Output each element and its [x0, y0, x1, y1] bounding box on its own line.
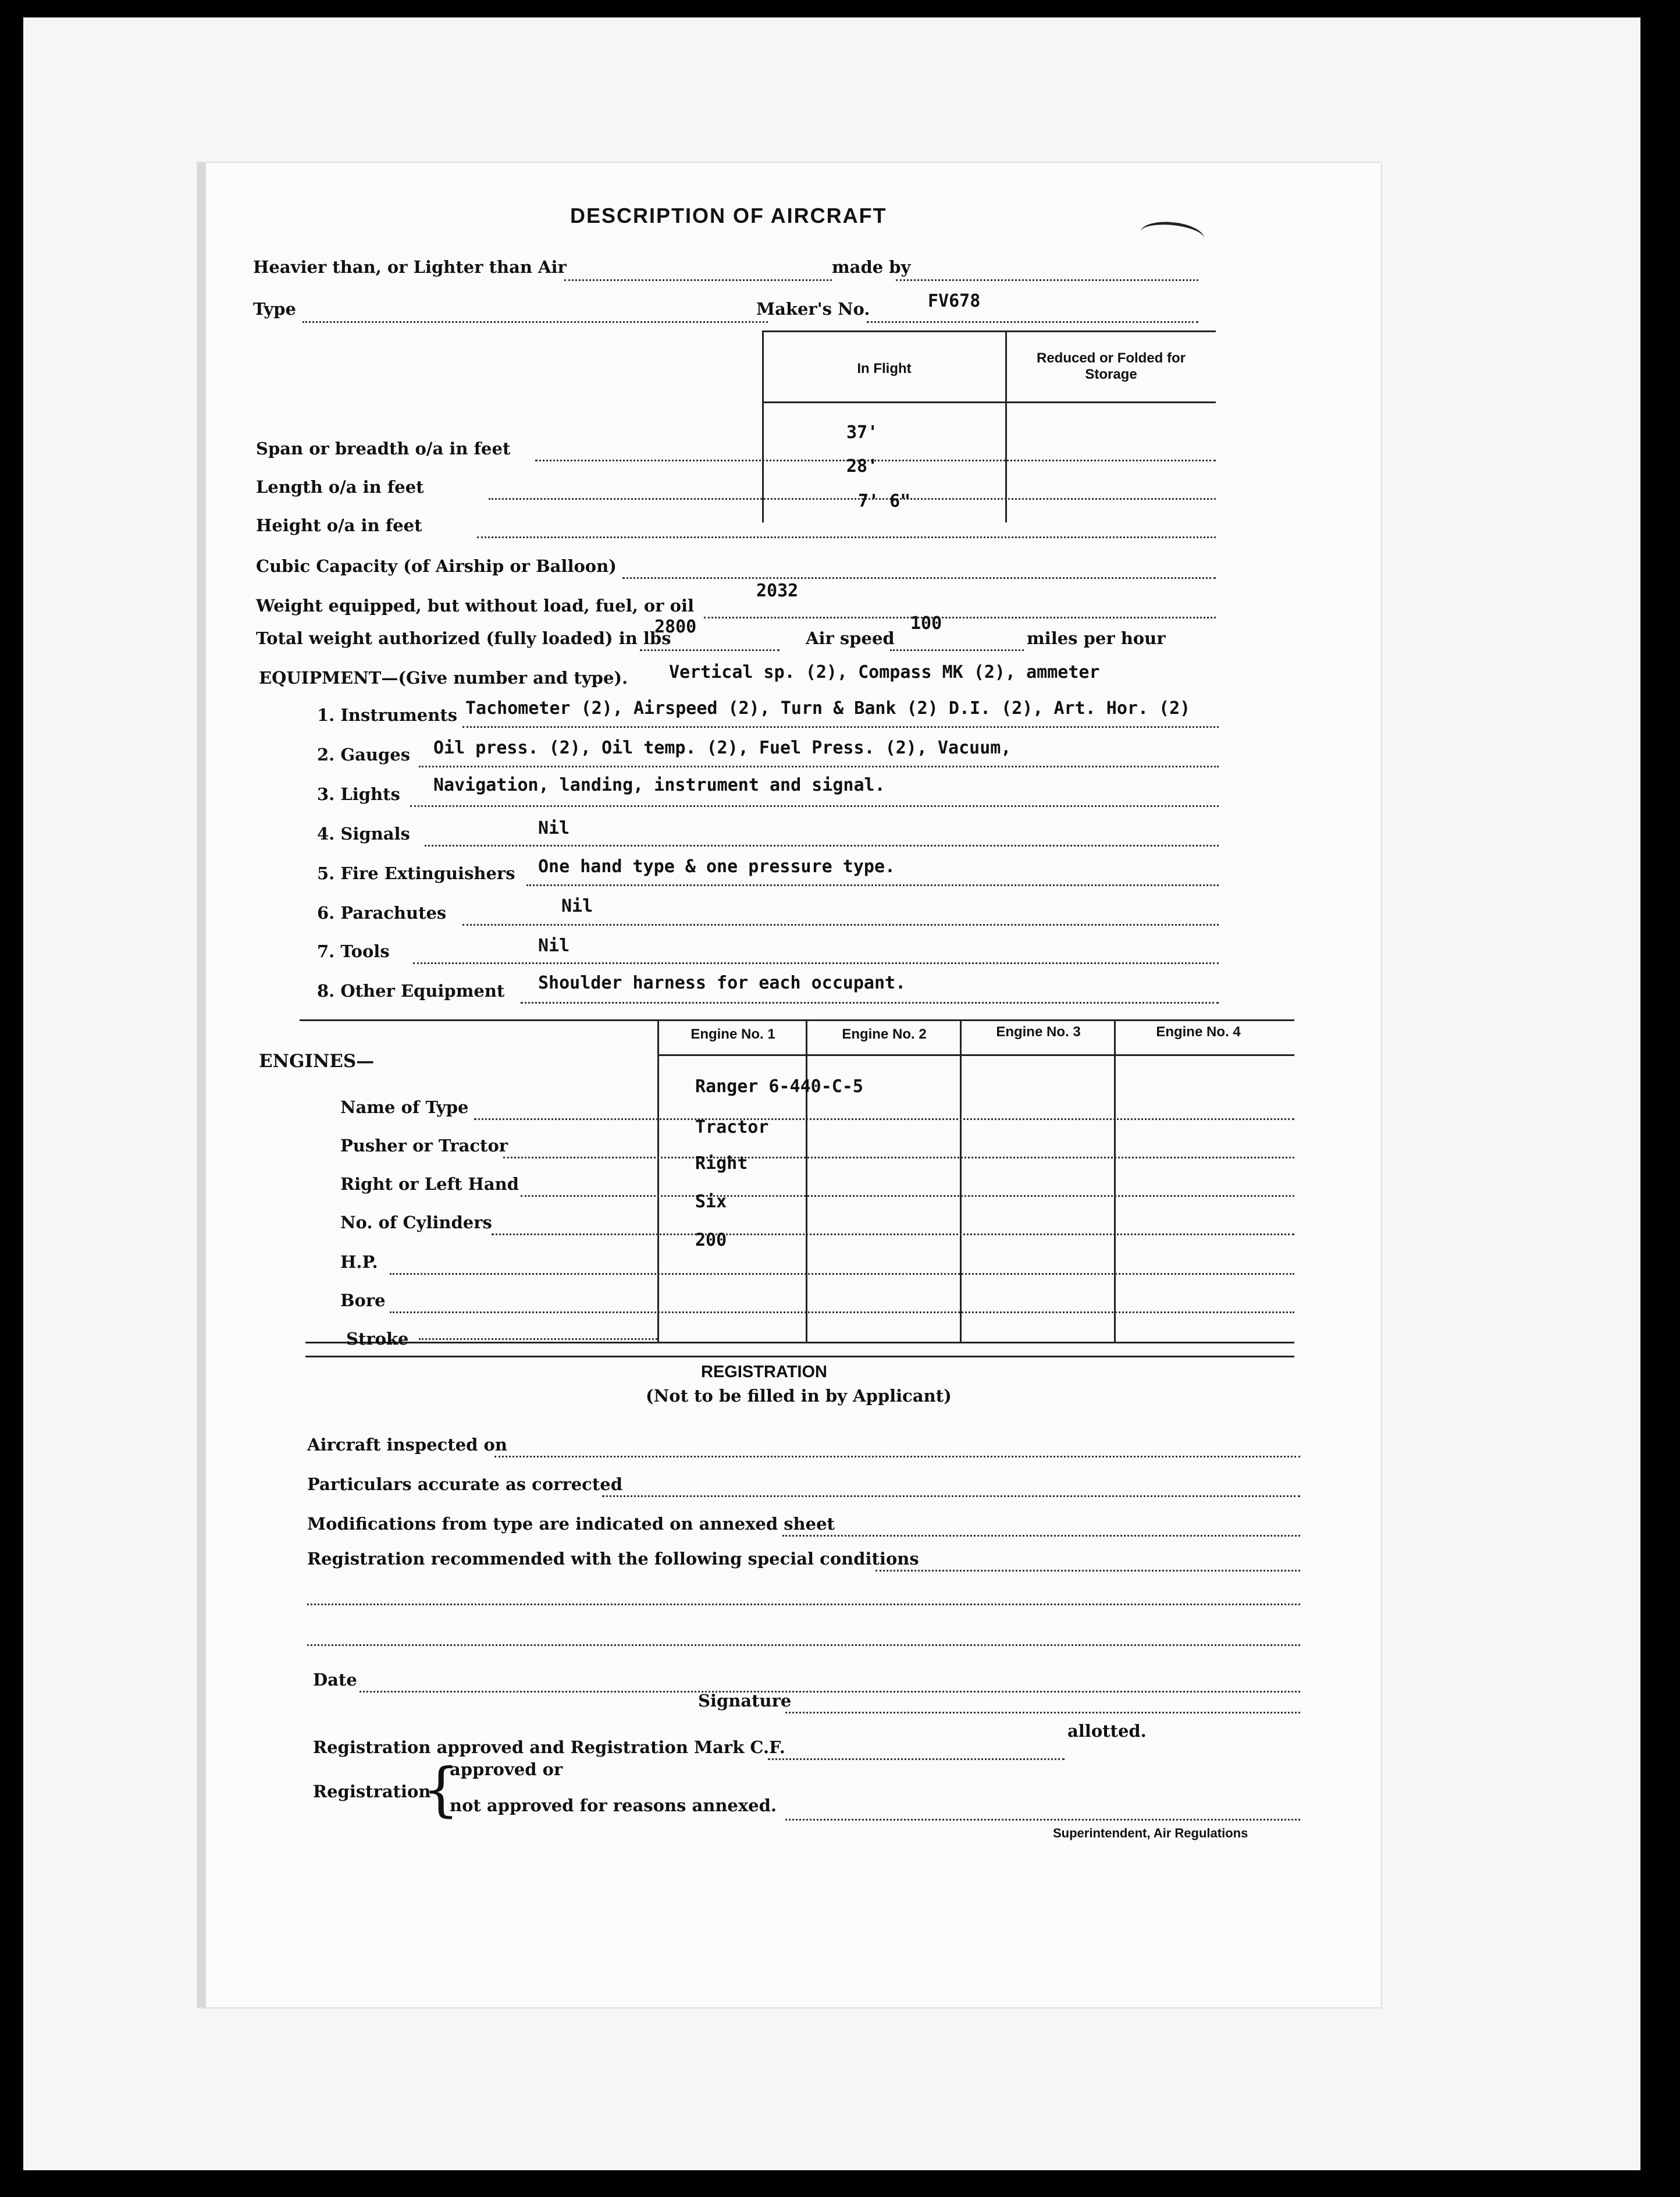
stroke-label: Stroke — [346, 1329, 409, 1349]
air-speed-label: Air speed — [806, 628, 895, 648]
makers-no-value: FV678 — [928, 291, 981, 311]
length-field[interactable] — [489, 498, 1216, 500]
engines-heading: ENGINES— — [259, 1051, 375, 1072]
recommended-label: Registration recommended with the following special conditions — [307, 1549, 919, 1569]
cubic-field[interactable] — [622, 577, 1216, 579]
signature-label: Signature — [698, 1691, 792, 1711]
total-weight-label: Total weight authorized (fully loaded) in lbs — [256, 628, 671, 648]
engine-no-1-header: Engine No. 1 — [690, 1026, 775, 1042]
total-weight-value: 2800 — [654, 617, 697, 637]
hand-row[interactable] — [521, 1195, 1294, 1197]
length-label: Length o/a in feet — [256, 477, 424, 497]
hp-value: 200 — [695, 1230, 727, 1250]
conditions-line-1[interactable] — [307, 1604, 1300, 1605]
cylinders-row[interactable] — [492, 1233, 1294, 1235]
height-value: 7' 6" — [858, 491, 911, 511]
engine-col-3-border — [960, 1019, 962, 1342]
hand-label: Right or Left Hand — [340, 1174, 519, 1194]
superintendent-label: Superintendent, Air Regulations — [1053, 1826, 1248, 1840]
registration-heading: REGISTRATION — [701, 1363, 827, 1381]
col-in-flight: In Flight — [857, 361, 912, 376]
heavier-label: Heavier than, or Lighter than Air — [253, 257, 567, 277]
other-equipment-field[interactable] — [521, 1002, 1219, 1004]
hp-label: H.P. — [340, 1252, 378, 1272]
inspected-field[interactable] — [494, 1456, 1300, 1457]
engine-no-2-header: Engine No. 2 — [842, 1026, 927, 1042]
cubic-label: Cubic Capacity (of Airship or Balloon) — [256, 556, 617, 576]
bore-label: Bore — [340, 1291, 386, 1310]
dim-table-mid — [1005, 330, 1007, 522]
registration-brace: { — [422, 1755, 460, 1823]
superintendent-signature-field[interactable] — [785, 1819, 1300, 1821]
registration-rule — [305, 1356, 1294, 1357]
equipment-heading: EQUIPMENT—(Give number and type). — [259, 668, 628, 688]
engine-no-4-header: Engine No. 4 — [1156, 1024, 1241, 1040]
engines-bottom-rule — [305, 1342, 1294, 1343]
signals-value: Nil — [538, 818, 570, 838]
mph-label: miles per hour — [1027, 628, 1166, 648]
parachutes-label: 6. Parachutes — [317, 903, 447, 923]
bore-row[interactable] — [390, 1311, 1294, 1313]
height-label: Height o/a in feet — [256, 516, 422, 535]
dim-table-top — [762, 330, 1216, 332]
engine-name-value: Ranger 6-440-C-5 — [695, 1076, 863, 1097]
makers-no-label: Maker's No. — [756, 299, 870, 319]
engine-col-1-border — [657, 1019, 659, 1342]
signals-label: 4. Signals — [317, 824, 410, 844]
pusher-tractor-label: Pusher or Tractor — [340, 1136, 508, 1156]
instruments-field[interactable] — [462, 726, 1219, 728]
instruments-label: 1. Instruments — [317, 705, 458, 725]
signals-field[interactable] — [425, 845, 1219, 847]
inspected-label: Aircraft inspected on — [307, 1435, 507, 1455]
engine-col-4-border — [1114, 1019, 1116, 1342]
form-title: DESCRIPTION OF AIRCRAFT — [570, 204, 887, 227]
recommended-field[interactable] — [875, 1570, 1300, 1572]
hand-value: Right — [695, 1153, 748, 1174]
type-label: Type — [253, 299, 296, 319]
parachutes-field[interactable] — [462, 924, 1219, 926]
gauges-field[interactable] — [419, 766, 1219, 767]
makers-no-field[interactable] — [867, 321, 1198, 323]
particulars-field[interactable] — [602, 1495, 1300, 1497]
modifications-field[interactable] — [782, 1535, 1300, 1537]
air-speed-value: 100 — [910, 613, 942, 634]
lights-value: Navigation, landing, instrument and signal. — [433, 775, 885, 795]
signature-field[interactable] — [785, 1712, 1300, 1713]
tools-label: 7. Tools — [317, 941, 390, 961]
scan-frame — [23, 17, 1640, 2170]
particulars-label: Particulars accurate as corrected — [307, 1474, 622, 1494]
fire-extinguishers-label: 5. Fire Extinguishers — [317, 863, 515, 883]
modifications-label: Modifications from type are indicated on annexed sheet — [307, 1514, 835, 1534]
tools-value: Nil — [538, 936, 570, 956]
engine-name-label: Name of Type — [340, 1097, 469, 1117]
engine-no-3-header: Engine No. 3 — [996, 1024, 1081, 1040]
other-equipment-label: 8. Other Equipment — [317, 981, 505, 1001]
heavier-field[interactable] — [564, 279, 832, 281]
date-label: Date — [313, 1670, 357, 1690]
hp-row[interactable] — [390, 1273, 1294, 1275]
registration-label: Registration — [313, 1782, 431, 1801]
length-value: 28' — [846, 456, 878, 477]
pusher-tractor-value: Tractor — [695, 1117, 769, 1137]
stroke-row[interactable] — [419, 1338, 657, 1340]
weight-equipped-value: 2032 — [756, 581, 799, 601]
equipment-heading-value: Vertical sp. (2), Compass MK (2), ammeter — [669, 662, 1100, 682]
approved-or-label: approved or — [450, 1759, 563, 1779]
pusher-tractor-row[interactable] — [503, 1157, 1294, 1158]
cylinders-label: No. of Cylinders — [340, 1213, 492, 1232]
dim-table-header-rule — [762, 401, 1216, 403]
span-value: 37' — [846, 422, 878, 443]
engines-top-rule — [300, 1019, 1294, 1021]
not-approved-label: not approved for reasons annexed. — [450, 1796, 777, 1815]
conditions-line-2[interactable] — [307, 1644, 1300, 1646]
gauges-label: 2. Gauges — [317, 745, 411, 765]
total-weight-field[interactable] — [640, 649, 780, 651]
air-speed-field[interactable] — [890, 649, 1024, 651]
fire-extinguishers-value: One hand type & one pressure type. — [538, 856, 896, 877]
gauges-value: Oil press. (2), Oil temp. (2), Fuel Press. (2), Vacuum, — [433, 738, 1012, 758]
height-field[interactable] — [477, 536, 1216, 538]
engine-name-row[interactable] — [474, 1118, 1294, 1120]
fire-extinguishers-field[interactable] — [526, 884, 1219, 886]
made-by-field[interactable] — [896, 279, 1198, 281]
allotted-label: allotted. — [1067, 1721, 1147, 1741]
type-field[interactable] — [302, 321, 768, 323]
engine-col-2-border — [806, 1019, 807, 1342]
lights-label: 3. Lights — [317, 784, 400, 804]
dim-table-left — [762, 330, 764, 522]
weight-equipped-field[interactable] — [704, 617, 1216, 618]
tools-field[interactable] — [413, 962, 1219, 964]
lights-field[interactable] — [410, 805, 1219, 807]
col-reduced: Reduced or Folded for Storage — [1036, 350, 1186, 382]
made-by-label: made by — [832, 257, 911, 277]
span-label: Span or breadth o/a in feet — [256, 439, 511, 458]
date-field[interactable] — [360, 1691, 1300, 1693]
instruments-value: Tachometer (2), Airspeed (2), Turn & Bank (2) D.I. (2), Art. Hor. (2) — [465, 698, 1191, 719]
registration-mark-field[interactable] — [768, 1758, 1065, 1760]
approved-mark-label: Registration approved and Registration Mark C.F. — [313, 1737, 785, 1757]
engines-header-rule — [657, 1054, 1294, 1056]
cylinders-value: Six — [695, 1192, 727, 1212]
registration-subheading: (Not to be filled in by Applicant) — [646, 1386, 952, 1406]
weight-equipped-label: Weight equipped, but without load, fuel, or oil — [256, 596, 694, 616]
parachutes-value: Nil — [561, 896, 593, 916]
other-equipment-value: Shoulder harness for each occupant. — [538, 973, 906, 993]
